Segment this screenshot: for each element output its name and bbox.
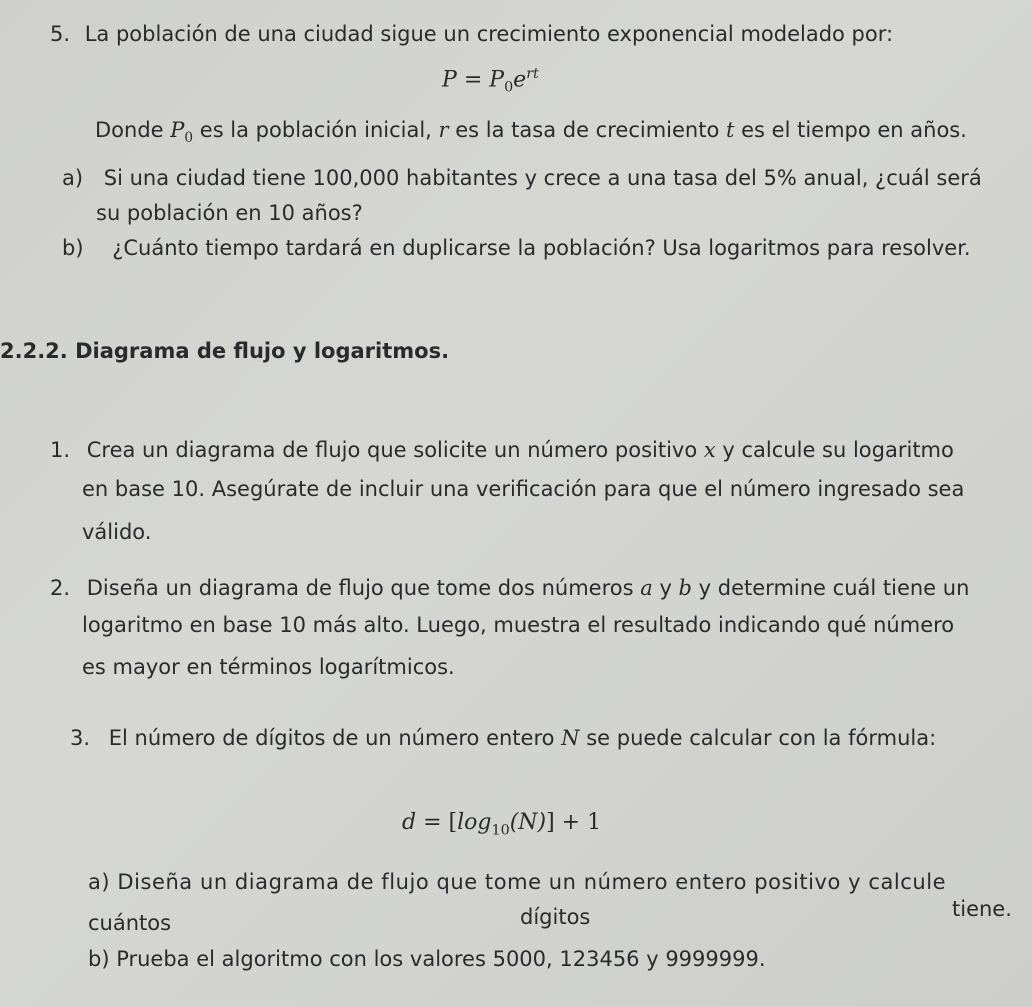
question-1-line1: 1. Crea un diagrama de flujo que solicite un número positivo x y calcule su logaritmo — [50, 438, 954, 462]
question-2-line3: es mayor en términos logarítmicos. — [82, 655, 455, 679]
question-3-line1: 3. El número de dígitos de un número entero N se puede calcular con la fórmula: — [70, 726, 937, 750]
problem-number: 5. — [50, 22, 71, 46]
question-3a-word-digitos: dígitos — [520, 905, 591, 929]
question-2-line1: 2. Diseña un diagrama de flujo que tome dos números a y b y determine cuál tiene un — [50, 576, 970, 600]
question-3b: b) Prueba el algoritmo con los valores 5000, 123456 y 9999999. — [88, 947, 766, 971]
problem-5b: b) ¿Cuánto tiempo tardará en duplicarse la población? Usa logaritmos para resolver. — [62, 236, 971, 260]
variable-definitions: Donde $P_0$ es la población inicial, r es la tasa de crecimiento t es el tiempo en años. — [95, 118, 967, 147]
question-1-line2: en base 10. Asegúrate de incluir una verificación para que el número ingresado sea — [82, 477, 965, 501]
question-3a-word-tiene: tiene. — [952, 897, 1012, 921]
question-2-line2: logaritmo en base 10 más alto. Luego, muestra el resultado indicando qué número — [82, 613, 955, 637]
problem-intro-text: La población de una ciudad sigue un crecimiento exponencial modelado por: — [84, 22, 894, 46]
question-3a-word-cuantos: cuántos — [88, 911, 172, 935]
section-heading: 2.2.2. Diagrama de flujo y logaritmos. — [0, 339, 450, 363]
problem-5a-line2: su población en 10 años? — [96, 201, 363, 225]
problem-5-intro — [50, 22, 893, 46]
problem-5a-line1: a) Si una ciudad tiene 100,000 habitantes y crece a una tasa del 5% anual, ¿cuál será — [62, 166, 982, 190]
question-3a-line1: a) Diseña un diagrama de flujo que tome un número entero positivo y calcule — [88, 870, 947, 894]
digits-formula: $d = [\log_{10}(N)] + 1$ — [402, 810, 602, 839]
growth-formula: $P = P_0e^{rt}$ — [442, 66, 539, 96]
question-1-line3: válido. — [82, 520, 152, 544]
